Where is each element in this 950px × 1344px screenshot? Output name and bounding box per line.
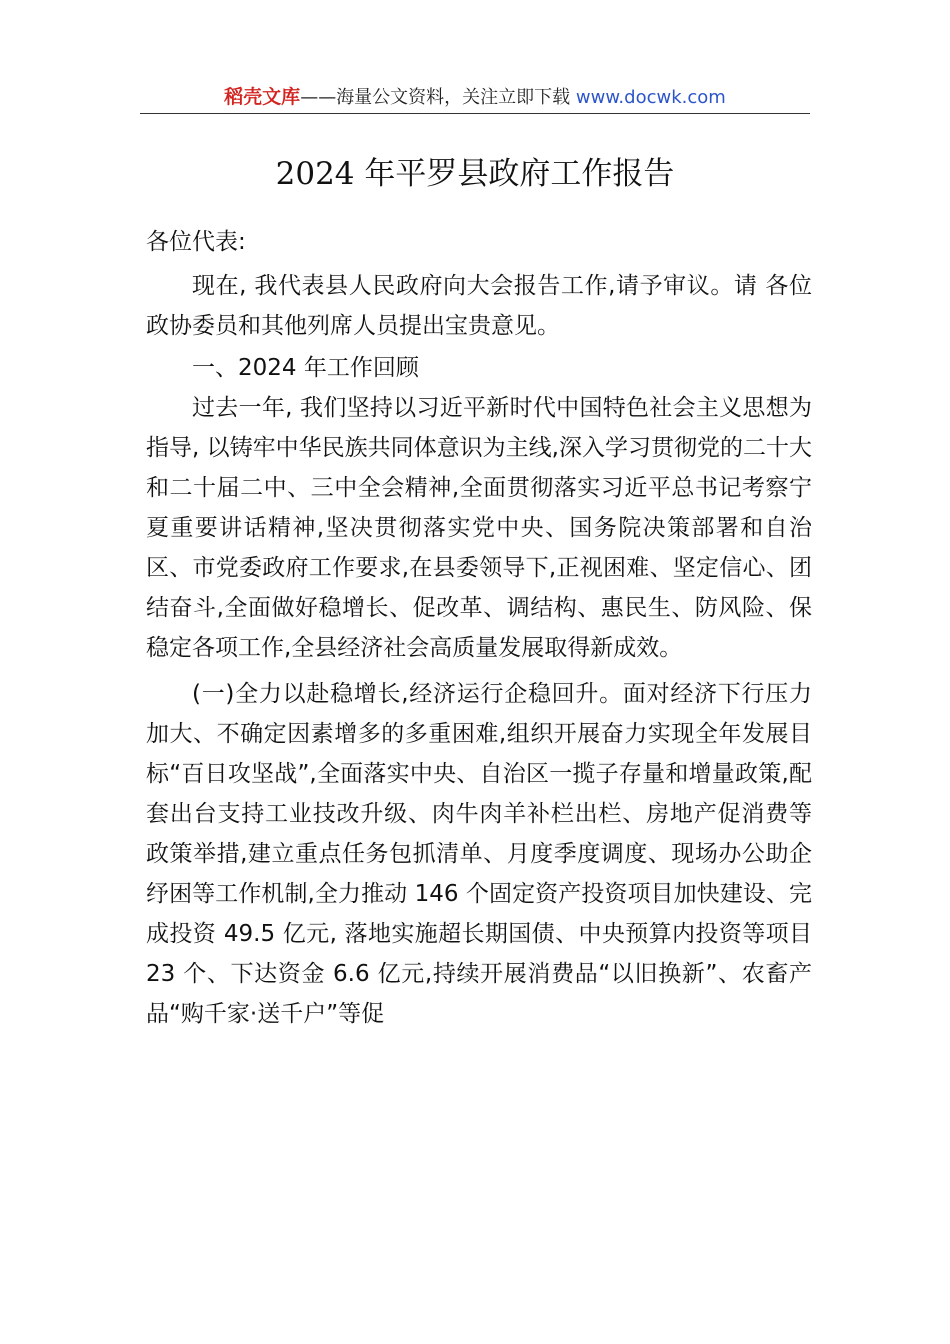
review-paragraph: 过去一年, 我们坚持以习近平新时代中国特色社会主义思想为指导, 以铸牢中华民族共同体意识为主线,深入学习贯彻党的二十大和二十届二中、三中全会精神,全面贯彻落实习近平总书记考察宁夏重要讲话精神,坚决贯彻落实党中央、国务院决策部署和自治区、市党委政府工作要求,在县委领导下,正视困难、坚定信心、团结奋斗,全面做好稳增长、促改革、调结构、惠民生、防风险、保稳定各项工作,全县经济社会高质量发展取得新成效。	[146, 395, 812, 661]
document-body	[146, 222, 812, 1034]
header-divider	[140, 113, 810, 114]
page-header	[140, 82, 810, 112]
brand-name: 稻壳文库	[224, 86, 301, 108]
document-title: 2024 年平罗县政府工作报告	[275, 156, 675, 192]
salutation: 各位代表:	[146, 229, 246, 255]
header-url-link[interactable]: www.docwk.com	[575, 87, 726, 108]
growth-paragraph: (一)全力以赴稳增长,经济运行企稳回升。面对经济下行压力加大、不确定因素增多的多重困难,组织开展奋力实现全年发展目标“百日攻坚战”,全面落实中央、自治区一揽子存量和增量政策,配套出台支持工业技改升级、肉牛肉羊补栏出栏、房地产促消费等政策举措,建立重点任务包抓清单、月度季度调度、现场办公助企纾困等工作机制,全力推动 146 个固定资产投资项目加快建设、完成投资 49.5 亿元, 落地实施超长期国债、中央预算内投资等项目 23 个、下达资金 6.6 亿元,持续开展消费品“以旧换新”、农畜产品“购千家·送千户”等促	[146, 681, 812, 1027]
section-heading: 一、2024 年工作回顾	[192, 355, 419, 381]
intro-paragraph: 现在, 我代表县人民政府向大会报告工作,请予审议。请 各位政协委员和其他列席人员提出宝贵意见。	[146, 273, 812, 339]
header-tagline: ——海量公文资料，关注立即下载	[300, 87, 576, 108]
